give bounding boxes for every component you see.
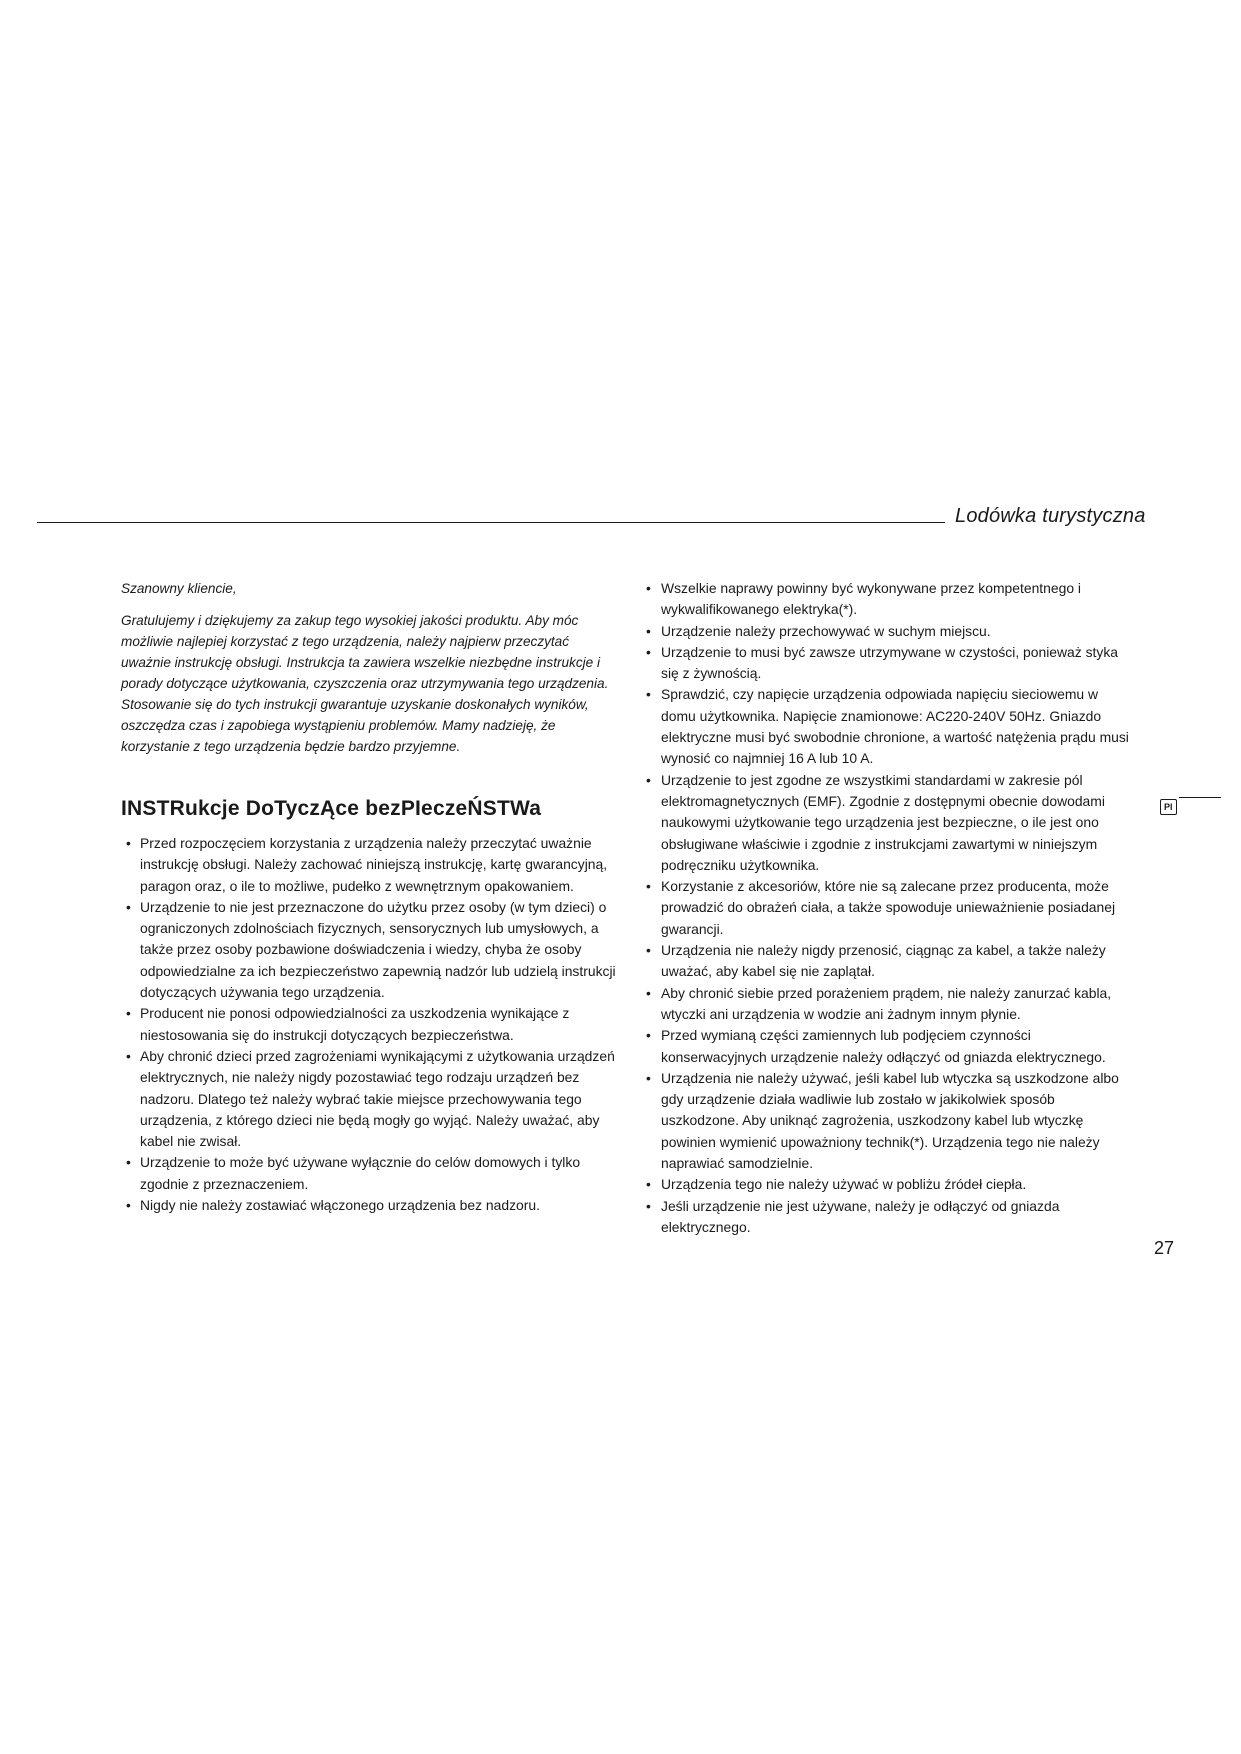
intro-paragraph: Gratulujemy i dziękujemy za zakup tego wysokiej jakości produktu. Aby móc możliwie najlepiej korzystać z tego urządzenia, należy najpierw przeczytać uważnie instrukcję obsługi. Instrukcja ta zawiera wszelkie niezbędne instrukcje i porady dotyczące użytkowania, czyszczenia oraz utrzymywania tego urządzenia. Stosowanie się do tych instrukcji gwarantuje uzyskanie doskonałych wyników, oszczędza czas i zapobiega wystąpieniu problemów. Mamy nadzieję, że korzystanie z tego urządzenia będzie bardzo przyjemne.: [121, 613, 609, 754]
safety-item: • Urządzenie należy przechowywać w suchym miejscu.: [641, 621, 1131, 642]
safety-item: • Urządzenia nie należy nigdy przenosić, ciągnąc za kabel, a także należy uważać, aby kabel się nie zaplątał.: [641, 940, 1131, 983]
safety-item: • Korzystanie z akcesoriów, które nie są zalecane przez producenta, może prowadzić do obrażeń ciała, a także spowoduje unieważnienie posiadanej gwarancji.: [641, 876, 1131, 940]
header-rule: [37, 522, 945, 523]
safety-item: • Jeśli urządzenie nie jest używane, należy je odłączyć od gniazda elektrycznego.: [641, 1196, 1131, 1239]
safety-item: • Aby chronić dzieci przed zagrożeniami wynikającymi z użytkowania urządzeń elektrycznych, nie należy nigdy pozostawiać tego rodzaju urządzeń bez nadzoru. Dlatego też należy wybrać takie miejsce przechowywania tego urządzenia, z którego dzieci nie będą mogły go wyjąć. Należy uważać, aby kabel nie zwisał.: [121, 1046, 621, 1152]
left-column: [121, 578, 621, 1216]
safety-item: • Przed rozpoczęciem korzystania z urządzenia należy przeczytać uważnie instrukcję obsługi. Należy zachować niniejszą instrukcję, kartę gwarancyjną, paragon oraz, o ile to możliwe, pudełko z wewnętrznym opakowaniem.: [121, 833, 621, 897]
safety-item: • Producent nie ponosi odpowiedzialności za uszkodzenia wynikające z niestosowania się do instrukcji dotyczących bezpieczeństwa.: [121, 1003, 621, 1046]
safety-item: • Urządzenie to nie jest przeznaczone do użytku przez osoby (w tym dzieci) o ograniczonych zdolnościach fizycznych, sensorycznych lub umysłowych, a także przez osoby pozbawione doświadczenia i wiedzy, chyba że osoby odpowiedzialne za ich bezpieczeństwo zapewnią nadzór lub udzielą instrukcji dotyczących używania tego urządzenia.: [121, 897, 621, 1003]
safety-item: • Wszelkie naprawy powinny być wykonywane przez kompetentnego i wykwalifikowanego elektryka(*).: [641, 578, 1131, 621]
right-column: [641, 578, 1131, 1238]
safety-heading: INSTRukcje DoTyczĄce bezPIeczeŃSTWa: [121, 797, 542, 820]
safety-item: • Przed wymianą części zamiennych lub podjęciem czynności konserwacyjnych urządzenie należy odłączyć od gniazda elektrycznego.: [641, 1025, 1131, 1068]
safety-list-right: [641, 578, 1131, 1238]
safety-item: • Aby chronić siebie przed porażeniem prądem, nie należy zanurzać kabla, wtyczki ani urządzenia w wodzie ani żadnym innym płynie.: [641, 983, 1131, 1026]
document-title: Lodówka turystyczna: [955, 505, 1146, 527]
safety-item: • Nigdy nie należy zostawiać włączonego urządzenia bez nadzoru.: [121, 1195, 621, 1216]
safety-item: • Urządzenie to może być używane wyłącznie do celów domowych i tylko zgodnie z przeznaczeniem.: [121, 1152, 621, 1195]
safety-item: • Sprawdzić, czy napięcie urządzenia odpowiada napięciu sieciowemu w domu użytkownika. Napięcie znamionowe: AC220-240V 50Hz. Gniazdo elektryczne musi być swobodnie chronione, a wartość natężenia prądu musi wynosić co najmniej 16 A lub 10 A.: [641, 684, 1131, 769]
language-label: Pl: [1160, 799, 1177, 815]
intro-greeting: Szanowny kliencie,: [121, 581, 237, 596]
intro-block: [121, 578, 621, 757]
safety-item: • Urządzenia nie należy używać, jeśli kabel lub wtyczka są uszkodzone albo gdy urządzenie działa wadliwie lub zostało w jakikolwiek sposób uszkodzone. Aby uniknąć zagrożenia, uszkodzony kabel lub wtyczkę powinien wymienić upoważniony technik(*). Urządzenia tego nie należy naprawiać samodzielnie.: [641, 1068, 1131, 1174]
safety-item: • Urządzenie to musi być zawsze utrzymywane w czystości, ponieważ styka się z żywnością.: [641, 642, 1131, 685]
language-tab-line: [1179, 797, 1221, 798]
page-number: 27: [1154, 1238, 1175, 1258]
safety-item: • Urządzenie to jest zgodne ze wszystkimi standardami w zakresie pól elektromagnetycznych (EMF). Zgodnie z dostępnymi obecnie dowodami naukowymi użytkowanie tego urządzenia jest bezpieczne, o ile jest ono obsługiwane właściwie i zgodnie z instrukcjami zawartymi w niniejszym podręczniku użytkownika.: [641, 770, 1131, 876]
language-tab: [1160, 797, 1177, 815]
safety-item: • Urządzenia tego nie należy używać w pobliżu źródeł ciepła.: [641, 1174, 1131, 1195]
safety-list-left: [121, 833, 621, 1216]
